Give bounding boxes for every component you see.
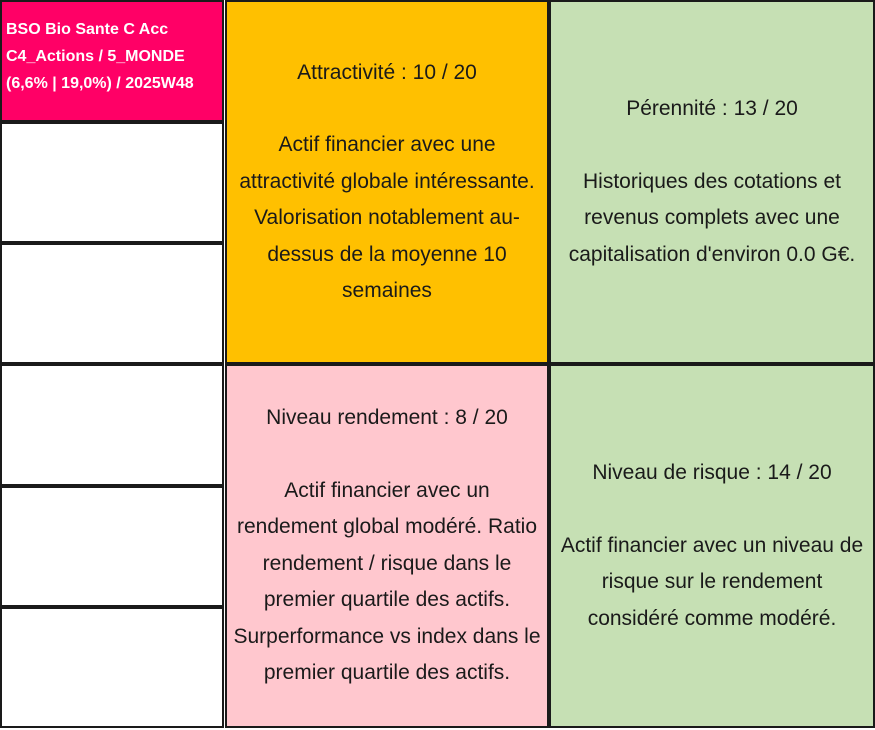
fund-stats-week: (6,6% | 19,0%) / 2025W48	[6, 75, 194, 92]
attractivite-line: Valorisation notablement au-	[254, 206, 520, 229]
rendement-line: Surperformance vs index dans le	[233, 624, 541, 648]
attractivite-line: Actif financier avec une	[278, 133, 496, 156]
perennite-line: revenus complets avec une	[584, 206, 840, 229]
rendement-line: rendement / risque dans le	[262, 551, 512, 575]
rendement-line: Actif financier avec un	[284, 478, 490, 502]
fund-header-cell	[0, 0, 224, 122]
attractivite-line: dessus de la moyenne 10	[267, 242, 507, 266]
empty-cell-2	[0, 243, 224, 364]
rendement-line: premier quartile des actifs.	[263, 588, 511, 612]
rendement-line: rendement global modéré. Ratio	[236, 515, 537, 539]
attractivite-title: Attractivité : 10 / 20	[297, 60, 477, 84]
empty-cell-4	[0, 486, 224, 607]
perennite-line: capitalisation d'environ 0.0 G€.	[568, 242, 856, 266]
rendement-title: Niveau rendement : 8 / 20	[266, 406, 508, 430]
perennite-panel	[549, 0, 875, 364]
fund-category: C4_Actions / 5_MONDE	[6, 48, 185, 65]
attractivite-panel	[225, 0, 549, 364]
attractivite-line: semaines	[342, 279, 432, 302]
rendement-line: premier quartile des actifs.	[263, 661, 511, 685]
attractivite-line: attractivité globale intéressante.	[239, 169, 535, 193]
empty-cell-5	[0, 607, 224, 728]
perennite-line: Historiques des cotations et	[583, 169, 841, 193]
risque-line: Actif financier avec un niveau de	[560, 533, 864, 557]
risque-panel	[549, 364, 875, 728]
risque-title: Niveau de risque : 14 / 20	[592, 461, 832, 484]
perennite-title: Pérennité : 13 / 20	[626, 97, 798, 120]
risque-line: risque sur le rendement	[601, 570, 823, 593]
rendement-panel	[225, 364, 549, 728]
risque-line: considéré comme modéré.	[587, 606, 837, 630]
empty-cell-1	[0, 122, 224, 243]
empty-cell-3	[0, 364, 224, 486]
fund-name: BSO Bio Sante C Acc	[6, 21, 169, 38]
